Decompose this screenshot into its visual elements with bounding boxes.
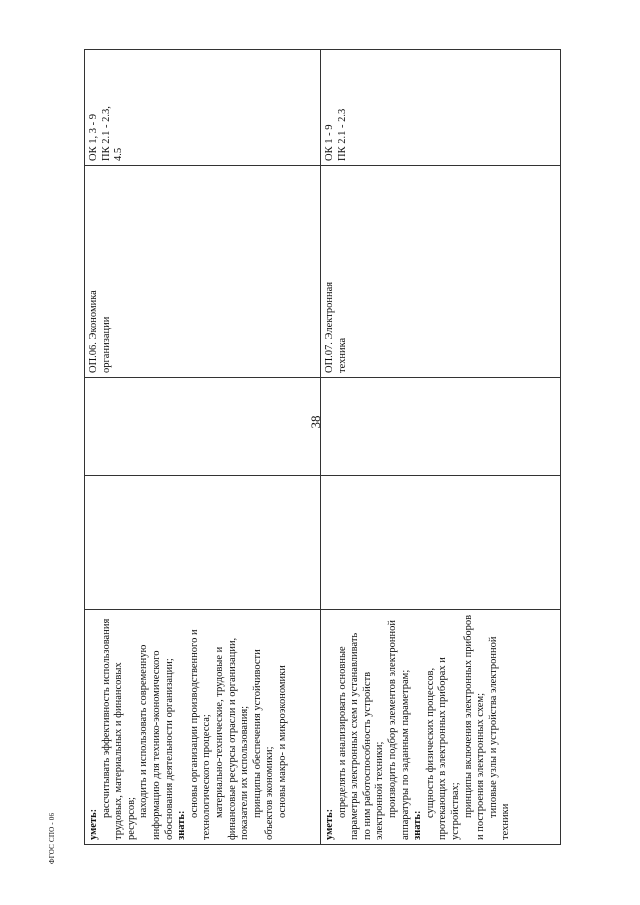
skill-line: находить и использовать современную — [138, 644, 150, 818]
competency-codes-cell — [85, 50, 321, 166]
discipline-name: организации — [100, 316, 112, 373]
skill-line: электронной техники; — [374, 741, 386, 840]
table-row — [321, 50, 561, 845]
skill-line: по ним работоспособность устройств — [361, 671, 373, 840]
knowledge-line: сущность физических процессов, — [424, 667, 436, 818]
skill-line: определять и анализировать основные — [336, 646, 348, 818]
knowledge-line: финансовые ресурсы отрасли и организации, — [226, 637, 238, 840]
competency-codes-cell — [321, 50, 561, 166]
competency-code: ПК 2.1 - 2.3, — [100, 106, 112, 161]
skill-line: рассчитывать эффективность использования — [100, 618, 112, 818]
skill-line: информацию для технико-экономического — [150, 650, 162, 840]
discipline-name: техника — [336, 337, 348, 373]
knowledge-line: объектов экономики; — [264, 746, 276, 840]
skills-heading: уметь: — [88, 808, 99, 840]
knowledge-line: принципы включения электронных приборов — [462, 614, 474, 818]
skill-line: параметры электронных схем и устанавливать — [349, 632, 361, 840]
knowledge-line: и построения электронных схем; — [475, 692, 487, 840]
competency-code: ПК 2.1 - 2.3 — [336, 108, 348, 161]
empty-cell — [321, 378, 561, 476]
knowledge-line: протекающих в электронных приборах и — [437, 657, 449, 840]
discipline-cell — [321, 166, 561, 378]
competency-code: ОК 1, 3 - 9 — [88, 114, 99, 161]
table-row — [85, 50, 321, 845]
competency-code: 4.5 — [113, 147, 125, 161]
skills-knowledge-cell — [85, 610, 321, 845]
knowledge-line: технологического процесса; — [201, 714, 213, 840]
footer-standard-label: ФГОС СПО - 06 — [48, 812, 56, 864]
skills-knowledge-cell — [321, 610, 561, 845]
knowledge-heading: знать: — [176, 810, 188, 840]
competency-code: ОК 1 - 9 — [324, 124, 335, 161]
competency-table — [84, 50, 553, 845]
discipline-name: ОП.06. Экономика — [88, 290, 99, 373]
skill-line: трудовых, материальных и финансовых — [113, 662, 125, 840]
skills-heading: уметь: — [324, 808, 335, 840]
skill-line: производить подбор элементов электронной — [386, 620, 398, 818]
knowledge-line: устройствах; — [449, 782, 461, 840]
knowledge-heading: знать: — [412, 810, 424, 840]
skill-line: ресурсов; — [125, 797, 137, 840]
knowledge-line: основы организации производственного и — [188, 629, 200, 818]
empty-cell — [85, 476, 321, 610]
knowledge-line: принципы обеспечения устойчивости — [251, 649, 263, 818]
knowledge-line: показатели их использования; — [239, 705, 251, 840]
discipline-cell — [85, 166, 321, 378]
knowledge-line: материально-технические, трудовые и — [213, 646, 225, 818]
empty-cell — [85, 378, 321, 476]
page-number: 38 — [308, 415, 323, 429]
discipline-name: ОП.07. Электронная — [324, 281, 335, 373]
knowledge-line: типовые узлы и устройства электронной — [487, 636, 499, 818]
knowledge-line: основы макро- и микроэкономики — [276, 665, 288, 818]
skill-line: обоснования деятельности организации; — [163, 658, 175, 840]
skill-line: аппаратуры по заданным параметрам; — [399, 669, 411, 840]
knowledge-line: техники — [500, 803, 512, 840]
empty-cell — [321, 476, 561, 610]
